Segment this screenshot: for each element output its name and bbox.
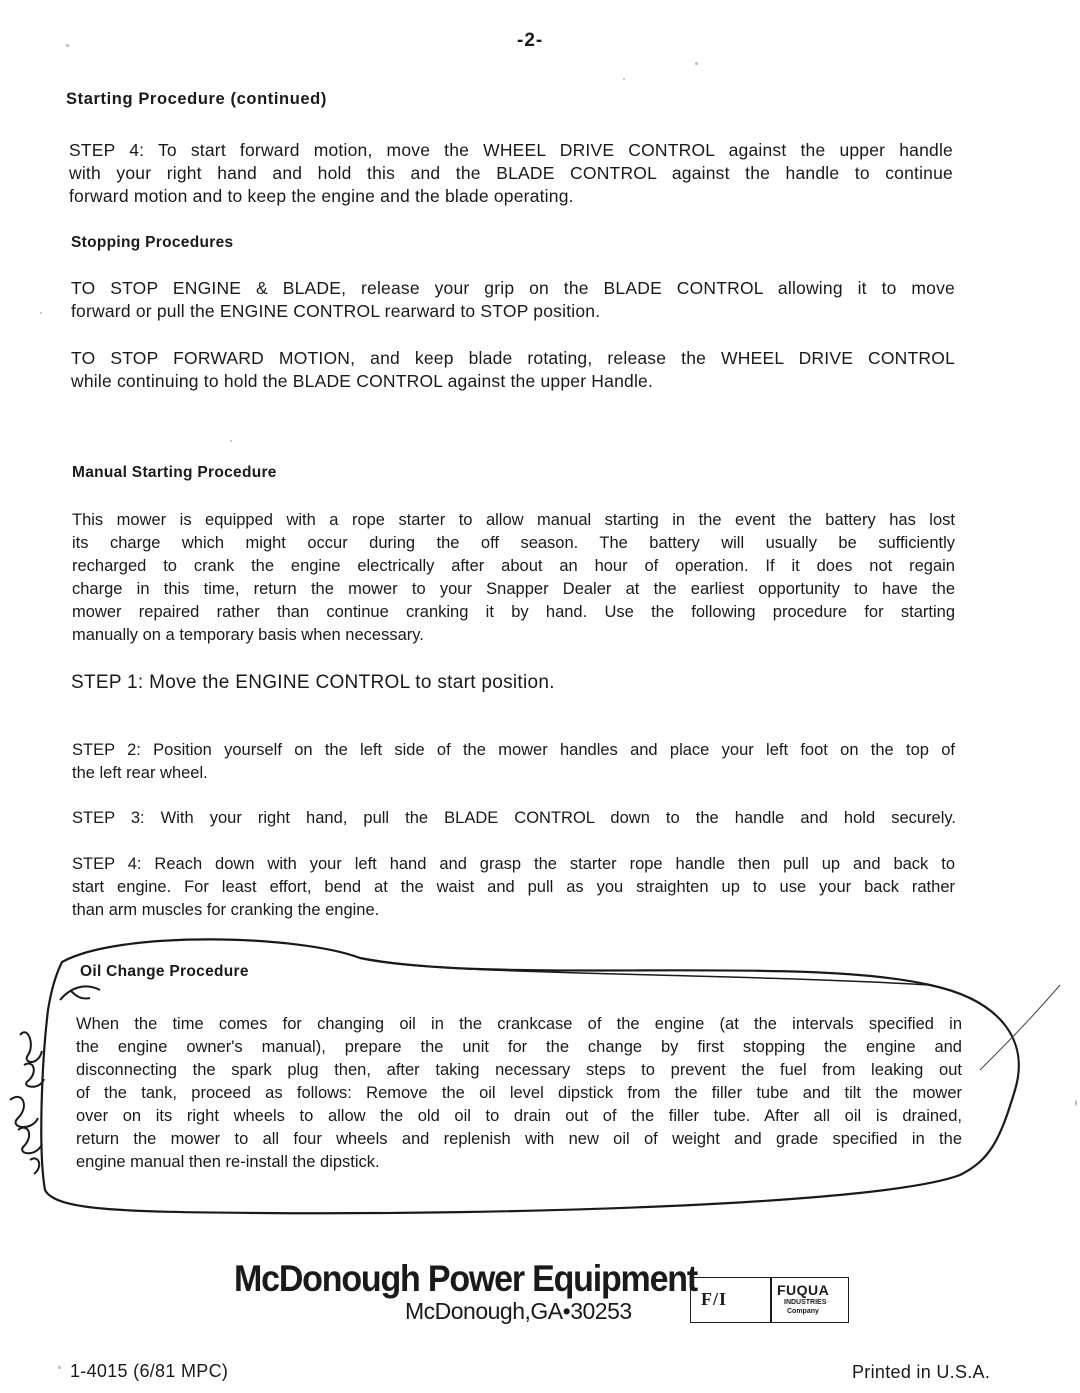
- scan-speck: [1075, 1100, 1077, 1106]
- text-line: When the time comes for changing oil in the crankcase of the engine (at the intervals specified in: [76, 1015, 962, 1033]
- text-line: disconnecting the spark plug then, after taking necessary steps to prevent the fuel from leaking out: [76, 1061, 962, 1079]
- stopping-paragraph-2: [71, 347, 955, 393]
- manual-intro-paragraph: [72, 509, 955, 647]
- starting-step4-paragraph: [69, 139, 953, 208]
- text-line: with your right hand and hold this and the BLADE CONTROL against the handle to continue: [69, 163, 953, 183]
- text-line: recharged to crank the engine electrically after about an hour of operation. If it does not regain: [72, 557, 955, 575]
- form-number: 1-4015 (6/81 MPC): [70, 1361, 229, 1381]
- heading-starting-procedure: Starting Procedure (continued): [66, 90, 327, 108]
- text-line: while continuing to hold the BLADE CONTROL against the upper Handle.: [71, 371, 654, 391]
- text-line: TO STOP ENGINE & BLADE, release your grip on the BLADE CONTROL allowing it to move: [71, 278, 955, 298]
- heading-stopping-procedures: Stopping Procedures: [71, 234, 234, 251]
- text-line: STEP 4: To start forward motion, move the WHEEL DRIVE CONTROL against the upper handle: [69, 140, 953, 160]
- text-line: its charge which might occur during the off season. The battery will usually be sufficiently: [72, 534, 955, 552]
- heading-manual-starting: Manual Starting Procedure: [72, 464, 277, 481]
- manual-step1: STEP 1: Move the ENGINE CONTROL to start position.: [71, 672, 555, 693]
- text-line: over on its right wheels to allow the old oil to drain out of the filler tube. After all oil is drained,: [76, 1107, 962, 1125]
- text-line: TO STOP FORWARD MOTION, and keep blade rotating, release the WHEEL DRIVE CONTROL: [71, 348, 955, 368]
- text-line: STEP 2: Position yourself on the left side of the mower handles and place your left foot on the top of: [72, 741, 955, 759]
- manual-step4-paragraph: [72, 853, 955, 922]
- text-line: return the mower to all four wheels and replenish with new oil of weight and grade specified in the: [76, 1130, 962, 1148]
- text-line: the engine owner's manual), prepare the unit for the change by first stopping the engine and: [76, 1038, 962, 1056]
- scan-speck: [623, 78, 625, 80]
- fuqua-logo-industries: INDUSTRIES: [784, 1299, 827, 1306]
- text-line: STEP 4: Reach down with your left hand and grasp the starter rope handle then pull up and back to: [72, 855, 955, 873]
- fuqua-logo: [770, 1277, 849, 1323]
- company-name: McDonough Power Equipment: [234, 1258, 697, 1300]
- text-line: the left rear wheel.: [72, 764, 208, 782]
- text-line: This mower is equipped with a rope starter to allow manual starting in the event the battery has lost: [72, 511, 955, 529]
- manual-step2-paragraph: [72, 739, 955, 785]
- text-line: of the tank, proceed as follows: Remove the oil level dipstick from the filler tube and tilt the mower: [76, 1084, 962, 1102]
- fuqua-logo-name: FUQUA: [777, 1282, 830, 1298]
- scan-speck: [66, 44, 69, 47]
- fuqua-logo-company: Company: [787, 1308, 819, 1315]
- text-line: forward or pull the ENGINE CONTROL rearward to STOP position.: [71, 301, 601, 321]
- text-line: charge in this time, return the mower to your Snapper Dealer at the earliest opportunity to have the: [72, 580, 955, 598]
- stopping-paragraph-1: [71, 277, 955, 323]
- text-line: manually on a temporary basis when necessary.: [72, 626, 424, 644]
- oil-change-paragraph: [76, 1013, 962, 1174]
- fi-logo: [690, 1277, 772, 1323]
- text-line: start engine. For least effort, bend at the waist and pull as you straighten up to use your back rather: [72, 878, 955, 896]
- scan-speck: [230, 440, 232, 442]
- scan-speck: [40, 312, 42, 314]
- page-number: -2-: [517, 30, 544, 51]
- text-line: engine manual then re-install the dipstick.: [76, 1153, 380, 1171]
- company-address: McDonough,GA•30253: [405, 1298, 632, 1324]
- text-line: than arm muscles for cranking the engine.: [72, 901, 380, 919]
- manual-step3: STEP 3: With your right hand, pull the BLADE CONTROL down to the handle and hold securely.: [72, 809, 956, 827]
- heading-oil-change: Oil Change Procedure: [80, 963, 249, 980]
- fi-logo-mark: F/I: [701, 1289, 728, 1309]
- text-line: mower repaired rather than continue cranking it by hand. Use the following procedure for starting: [72, 603, 955, 621]
- scan-speck: [58, 1366, 61, 1369]
- printed-in: Printed in U.S.A.: [852, 1362, 991, 1382]
- text-line: forward motion and to keep the engine and the blade operating.: [69, 186, 574, 206]
- scan-speck: [695, 62, 698, 65]
